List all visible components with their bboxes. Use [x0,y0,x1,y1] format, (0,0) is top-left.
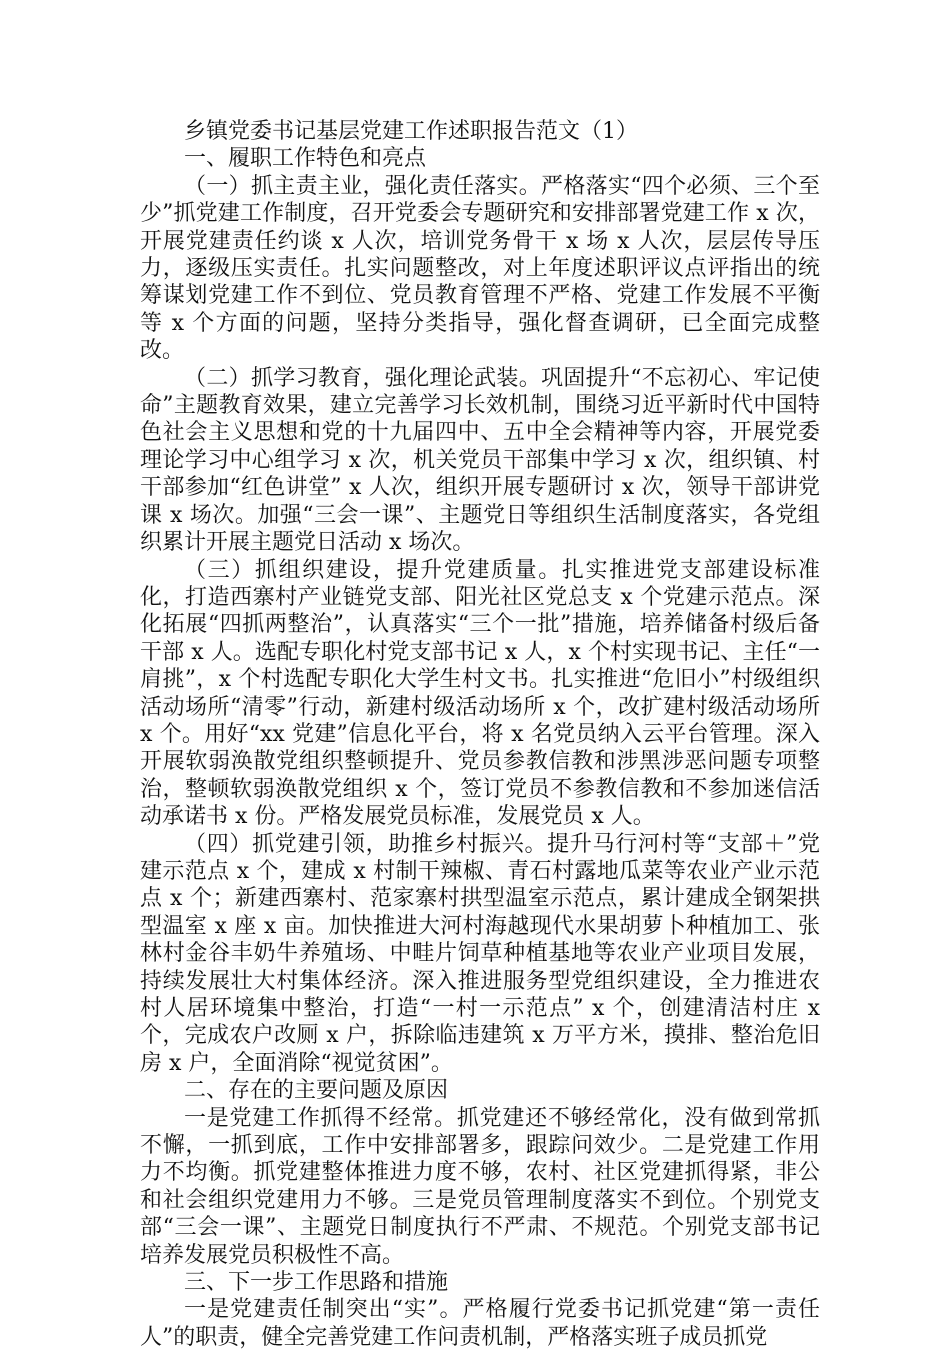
paragraph-responsibility: （一）抓主责主业，强化责任落实。严格落实“四个必须、三个至少”抓党建工作制度，召开党委会专题研究和安排部署党建工作 x 次，开展党建责任约谈 x 人次，培训党务骨干 x 场 x 人次，层层传导压力，逐级压实责任。扎实问题整改，对上年度述职评议点评指出的统筹谋划党建工作不到位、党员教育管理不严格、党建工作发展不平衡等 x 个方面的问题，坚持分类指导，强化督查调研，已全面完成整改。 [140,173,820,364]
paragraph-organization-building: （三）抓组织建设，提升党建质量。扎实推进党支部建设标准化，打造西寨村产业链党支部、阳光社区党总支 x 个党建示范点。深化拓展“四抓两整治”，认真落实“三个一批”措施，培养储备村级后备干部 x 人。选配专职化村党支部书记 x 人，x 个村实现书记、主任“一肩挑”，x 个村选配专职化大学生村文书。扎实推进“危旧小”村级组织活动场所“清零”行动，新建村级活动场所 x 个，改扩建村级活动场所 x 个。用好“xx 党建”信息化平台，将 x 名党员纳入云平台管理。深入开展软弱涣散党组织整顿提升、党员参教信教和涉黑涉恶问题专项整治，整顿软弱涣散党组织 x 个，签订党员不参教信教和不参加迷信活动承诺书 x 份。严格发展党员标准，发展党员 x 人。 [140,557,820,830]
document-page [140,118,820,1351]
paragraph-next-steps: 一是党建责任制突出“实”。严格履行党委书记抓党建“第一责任人”的职责，健全完善党建工作问责机制，严格落实班子成员抓党 [140,1297,820,1350]
paragraph-rural-revitalization: （四）抓党建引领，助推乡村振兴。提升马行河村等“支部＋”党建示范点 x 个，建成 x 村制干辣椒、青石村露地瓜菜等农业产业示范点 x 个；新建西寨村、范家寨村拱型温室示范点，累计建成全钢架拱型温室 x 座 x 亩。加快推进大河村海越现代水果胡萝卜种植加工、张林村金谷丰奶牛养殖场、中畦片饲草种植基地等农业产业项目发展，持续发展壮大村集体经济。深入推进服务型党组织建设，全力推进农村人居环境集中整治，打造“一村一示范点” x 个，创建清洁村庄 x 个，完成农户改厕 x 户，拆除临违建筑 x 万平方米，摸排、整治危旧房 x 户，全面消除“视觉贫困”。 [140,831,820,1076]
paragraph-problems: 一是党建工作抓得不经常。抓党建还不够经常化，没有做到常抓不懈，一抓到底，工作中安排部署多，跟踪问效少。二是党建工作用力不均衡。抓党建整体推进力度不够，农村、社区党建抓得紧，非公和社会组织党建用力不够。三是党员管理制度落实不到位。个别党支部“三会一课”、主题党日制度执行不严肃、不规范。个别党支部书记培养发展党员积极性不高。 [140,1105,820,1268]
section-heading-2: 二、存在的主要问题及原因 [184,1078,449,1104]
section-heading-1: 一、履职工作特色和亮点 [184,146,427,172]
paragraph-study-education: （二）抓学习教育，强化理论武装。巩固提升“不忘初心、牢记使命”主题教育效果，建立完善学习长效机制，围绕习近平新时代中国特色社会主义思想和党的十九届四中、五中全会精神等内容，开展党委理论学习中心组学习 x 次，机关党员干部集中学习 x 次，组织镇、村干部参加“红色讲堂” x 人次，组织开展专题研讨 x 次，领导干部讲党课 x 场次。加强“三会一课”、主题党日等组织生活制度落实，各党组织累计开展主题党日活动 x 场次。 [140,365,820,556]
document-title: 乡镇党委书记基层党建工作述职报告范文（1） [184,119,638,144]
section-heading-3: 三、下一步工作思路和措施 [184,1270,449,1296]
